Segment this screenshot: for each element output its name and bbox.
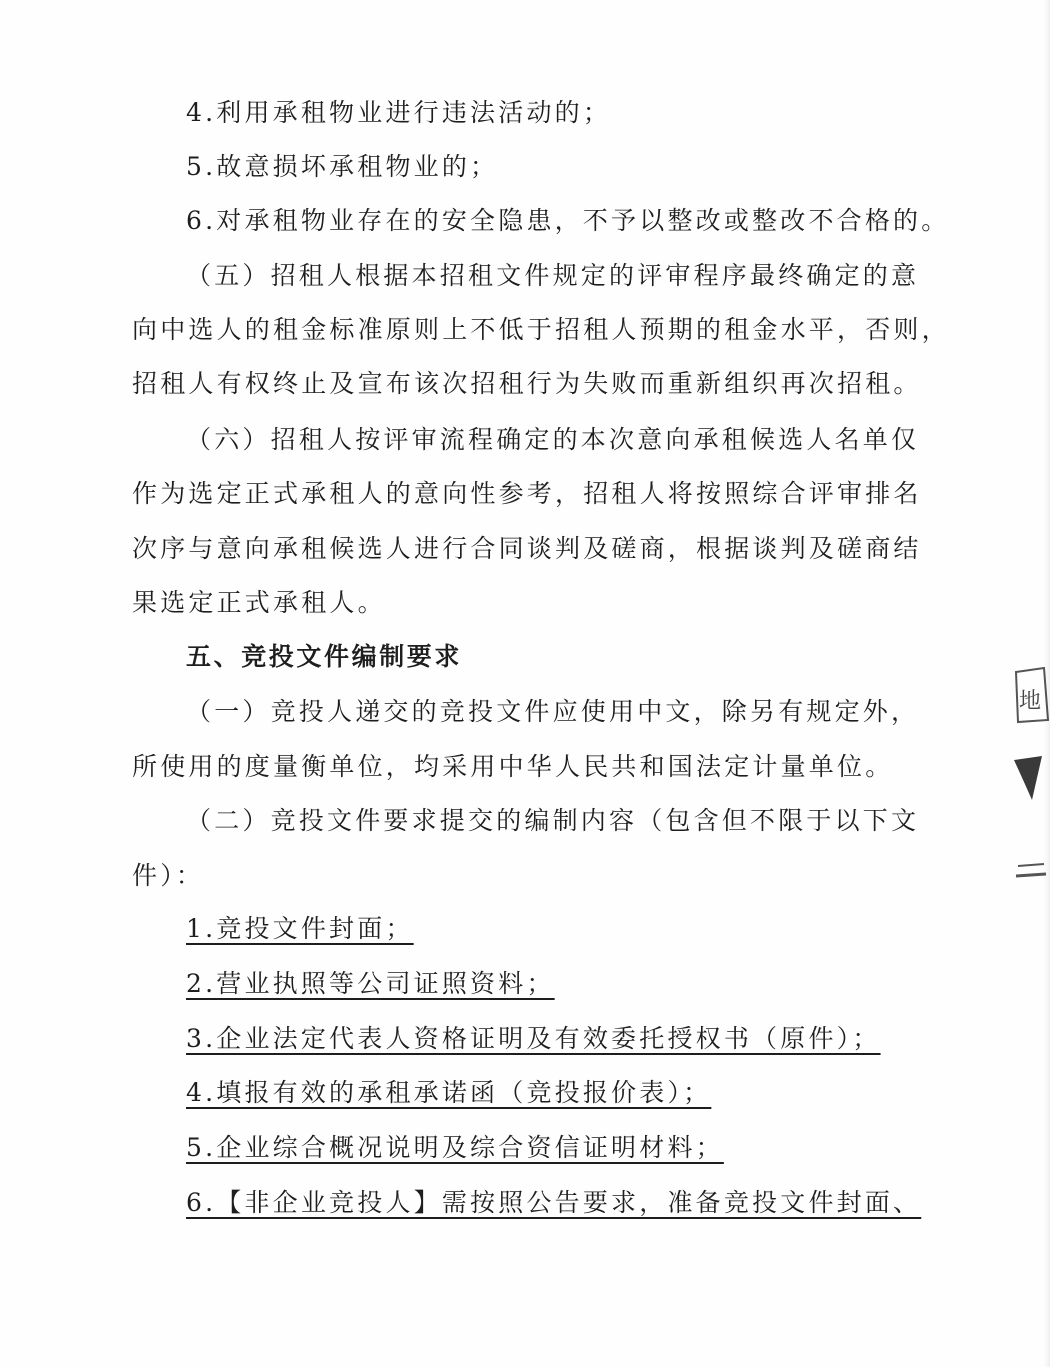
list-item-1: 1.竞投文件封面； [186, 914, 414, 943]
list-item-2: 2.营业执照等公司证照资料； [186, 969, 555, 998]
item-2-line-1: （二）竞投文件要求提交的编制内容（包含但不限于以下文 [186, 806, 920, 835]
paragraph-5-line-1: （五）招租人根据本招租文件规定的评审程序最终确定的意 [186, 261, 920, 290]
clause-6: 6.对承租物业存在的安全隐患，不予以整改或整改不合格的。 [186, 206, 950, 235]
list-item-3: 3.企业法定代表人资格证明及有效委托授权书（原件）； [186, 1024, 881, 1053]
section-heading: 五、竞投文件编制要求 [186, 642, 463, 671]
page-edge-shadow [1044, 0, 1050, 1367]
list-item-5: 5.企业综合概况说明及综合资信证明材料； [186, 1133, 724, 1162]
list-item-4: 4.填报有效的承租承诺函（竞投报价表）； [186, 1078, 712, 1107]
paragraph-6-line-3: 次序与意向承租候选人进行合同谈判及磋商，根据谈判及磋商结 [132, 534, 922, 563]
paragraph-6-line-2: 作为选定正式承租人的意向性参考，招租人将按照综合评审排名 [132, 479, 922, 508]
clause-4: 4.利用承租物业进行违法活动的； [186, 98, 612, 127]
item-2-line-2: 件）： [132, 861, 205, 890]
paragraph-5-line-2: 向中选人的租金标准原则上不低于招租人预期的租金水平，否则， [132, 315, 950, 344]
paragraph-5-line-3: 招租人有权终止及宣布该次招租行为失败而重新组织再次招租。 [132, 369, 922, 398]
list-item-6: 6.【非企业竞投人】需按照公告要求，准备竞投文件封面、 [186, 1188, 922, 1217]
item-1-line-1: （一）竞投人递交的竞投文件应使用中文，除另有规定外， [186, 697, 920, 726]
seal-fragment-text: 地 [1018, 689, 1042, 714]
clause-5: 5.故意损坏承租物业的； [186, 152, 499, 181]
paragraph-6-line-1: （六）招租人按评审流程确定的本次意向承租候选人名单仅 [186, 425, 920, 454]
paragraph-6-line-4: 果选定正式承租人。 [132, 588, 386, 617]
item-1-line-2: 所使用的度量衡单位，均采用中华人民共和国法定计量单位。 [132, 752, 894, 781]
